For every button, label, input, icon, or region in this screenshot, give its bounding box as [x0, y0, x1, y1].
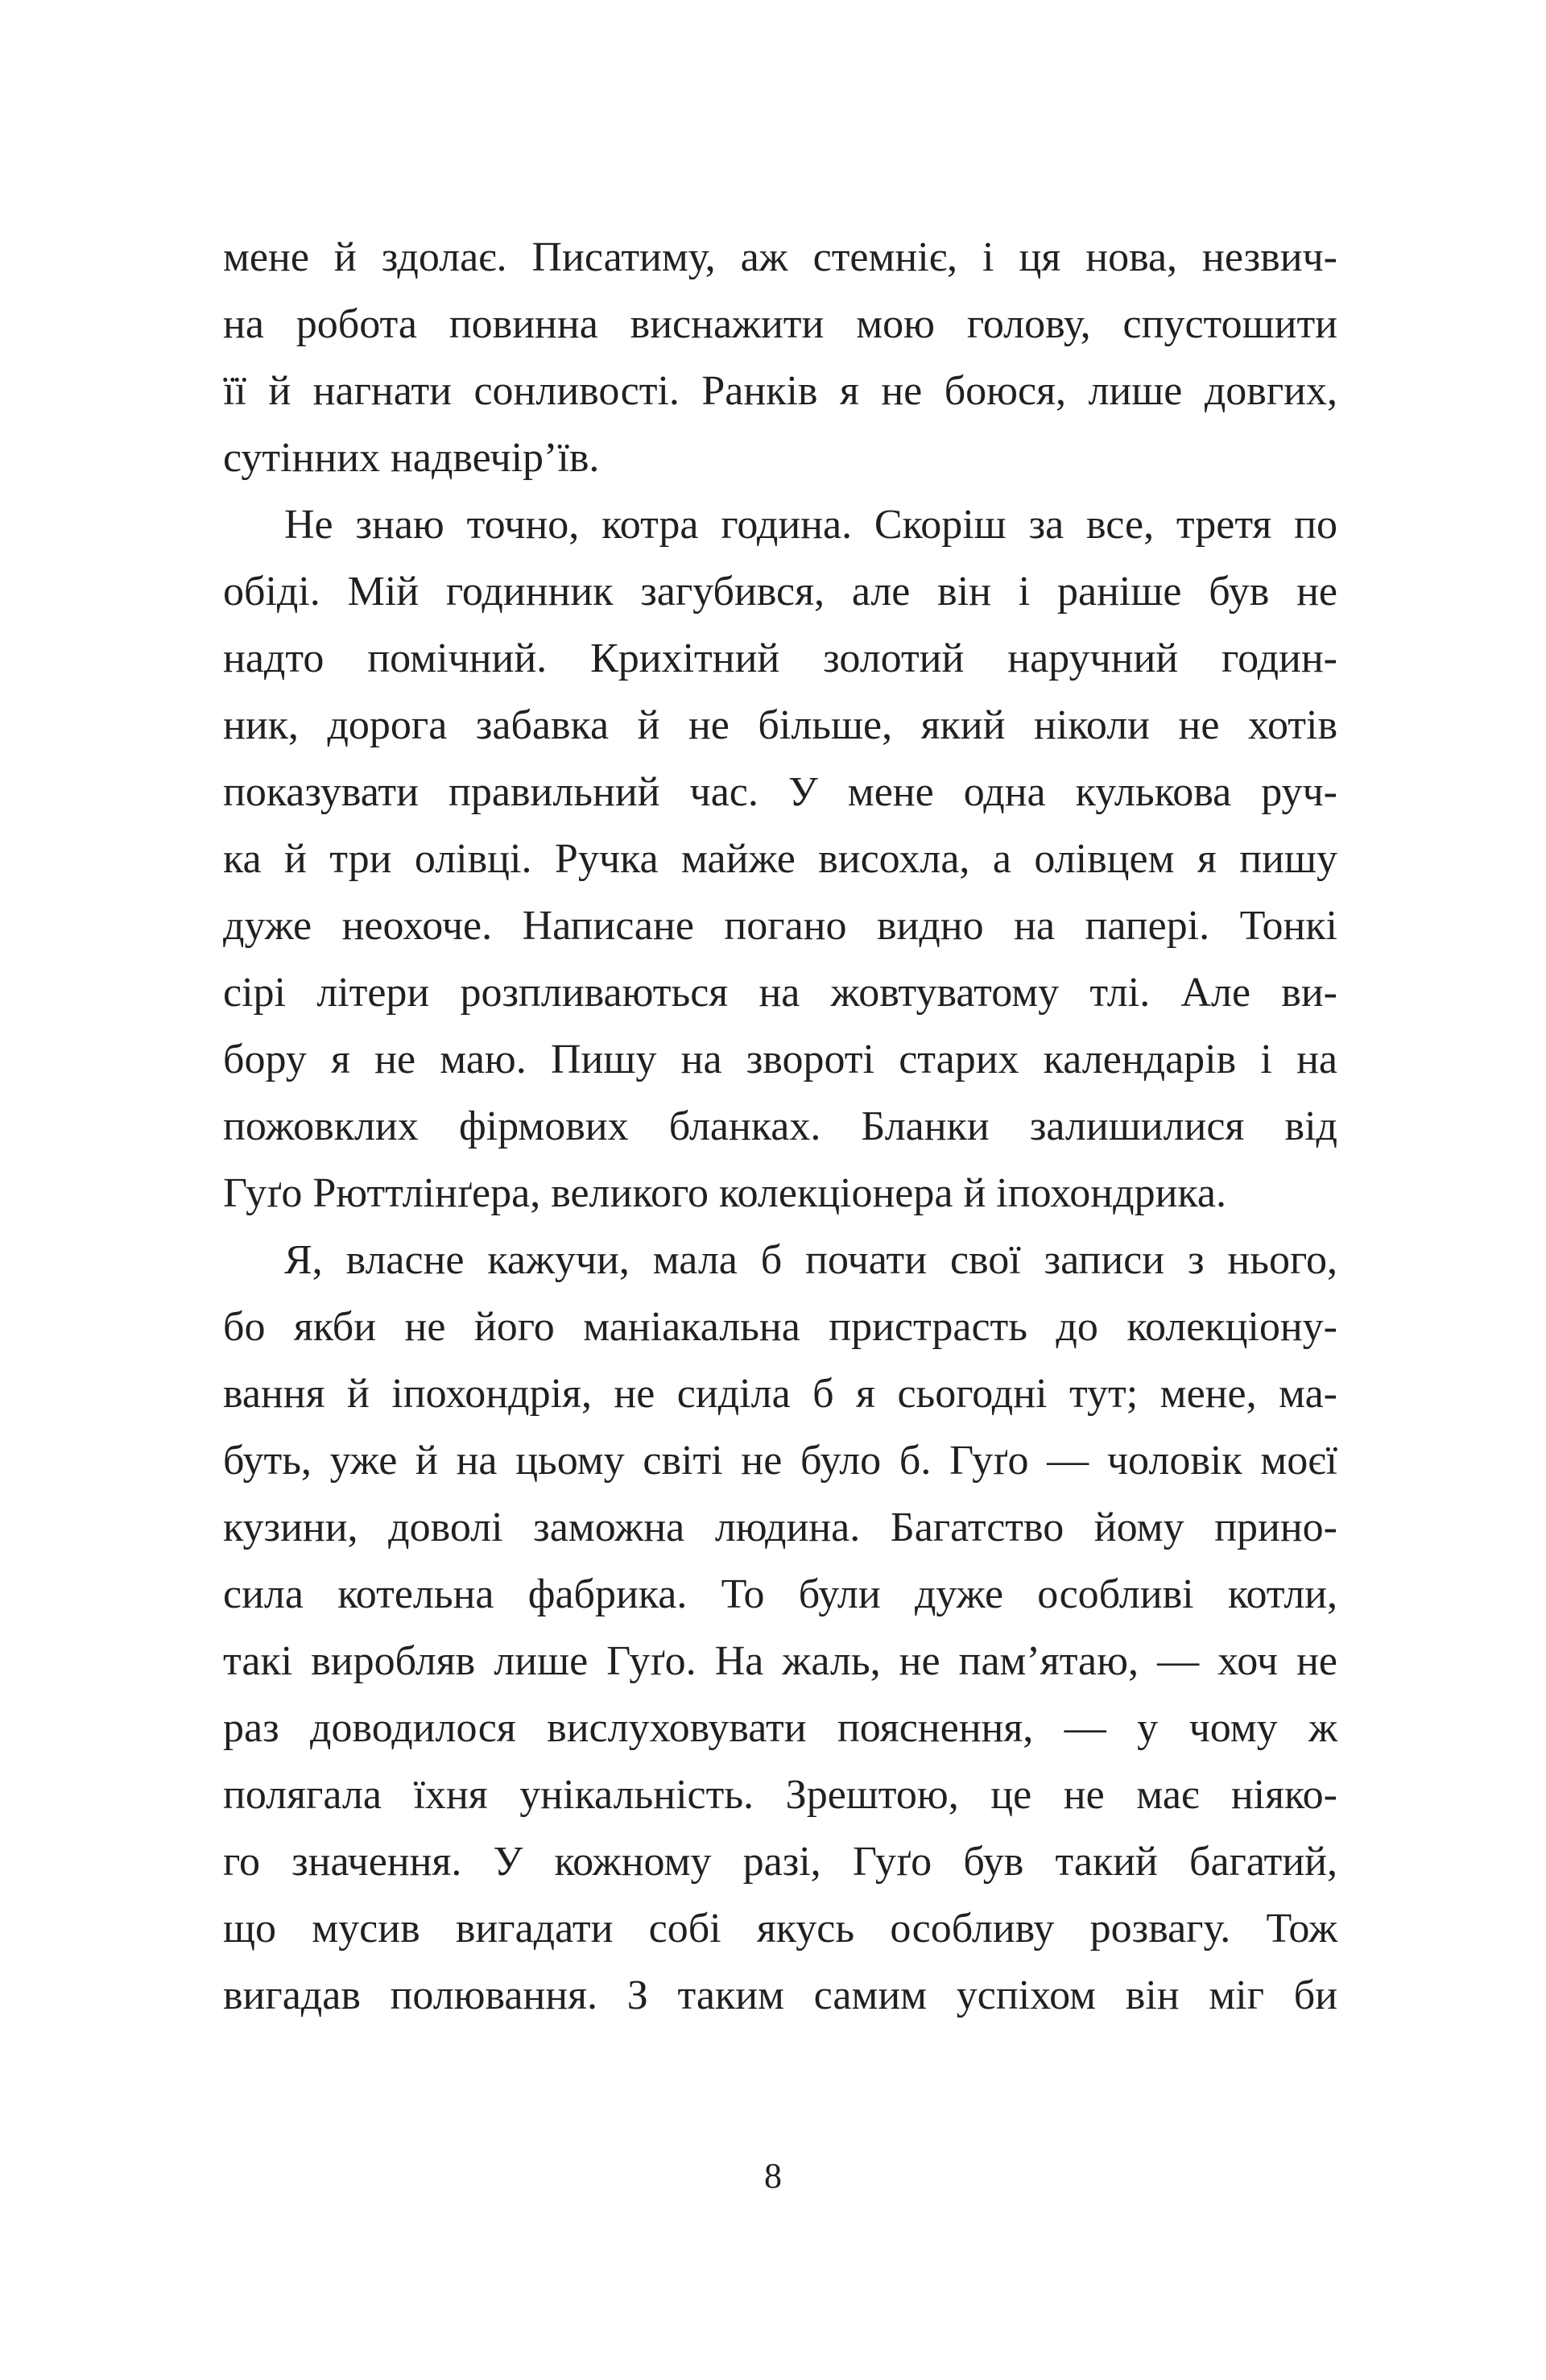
text-line: сірі літери розпливаються на жовтуватому тлі. Але ви-	[223, 970, 1337, 1016]
text-line: вання й іпохондрія, не сиділа б я сьогодні тут; мене, ма-	[223, 1371, 1337, 1417]
text-line: буть, уже й на цьому світі не було б. Гуґо — чоловік моєї	[223, 1438, 1337, 1484]
text-line: мене й здолає. Писатиму, аж стемніє, і ця нова, незвич-	[223, 234, 1337, 280]
text-line: пожовклих фірмових бланках. Бланки залишилися від	[223, 1103, 1337, 1149]
text-line: кузини, доволі заможна людина. Багатство йому прино-	[223, 1505, 1337, 1550]
page-number: 8	[764, 2156, 782, 2196]
text-line: ка й три олівці. Ручка майже висохла, а олівцем я пишу	[223, 836, 1337, 882]
text-line: го значення. У кожному разі, Гуґо був такий багатий,	[223, 1839, 1337, 1885]
text-line: показувати правильний час. У мене одна кулькова руч-	[223, 769, 1337, 815]
text-line: на робота повинна виснажити мою голову, спустошити	[223, 301, 1337, 347]
text-line: сила котельна фабрика. То були дуже особливі котли,	[223, 1571, 1337, 1617]
text-line: обіді. Мій годинник загубився, але він і раніше був не	[223, 569, 1337, 615]
text-line: Я, власне кажучи, мала б почати свої записи з нього,	[284, 1237, 1337, 1283]
text-line: бо якби не його маніакальна пристрасть до колекціону-	[223, 1304, 1337, 1350]
text-line: Гуґо Рюттлінґера, великого колекціонера й іпохондрика.	[223, 1170, 1226, 1216]
text-line: ник, дорога забавка й не більше, який ніколи не хотів	[223, 702, 1337, 748]
text-line: такі виробляв лише Гуґо. На жаль, не пам’ятаю, — хоч не	[223, 1638, 1337, 1684]
text-line: надто помічний. Крихітний золотий наручний годин-	[223, 635, 1337, 681]
text-line: що мусив вигадати собі якусь особливу розвагу. Тож	[223, 1906, 1337, 1952]
text-line: її й нагнати сонливості. Ранків я не боюся, лише довгих,	[223, 368, 1337, 414]
text-line: вигадав полювання. З таким самим успіхом він міг би	[223, 1972, 1337, 2018]
text-line: сутінних надвечір’їв.	[223, 435, 600, 481]
text-line: Не знаю точно, котра година. Скоріш за все, третя по	[284, 502, 1337, 548]
text-line: дуже неохоче. Написане погано видно на папері. Тонкі	[223, 903, 1337, 949]
text-line: бору я не маю. Пишу на звороті старих календарів і на	[223, 1037, 1337, 1082]
text-line: раз доводилося вислуховувати пояснення, — у чому ж	[223, 1705, 1337, 1751]
text-line: полягала їхня унікальність. Зрештою, це не має ніяко-	[223, 1772, 1337, 1818]
